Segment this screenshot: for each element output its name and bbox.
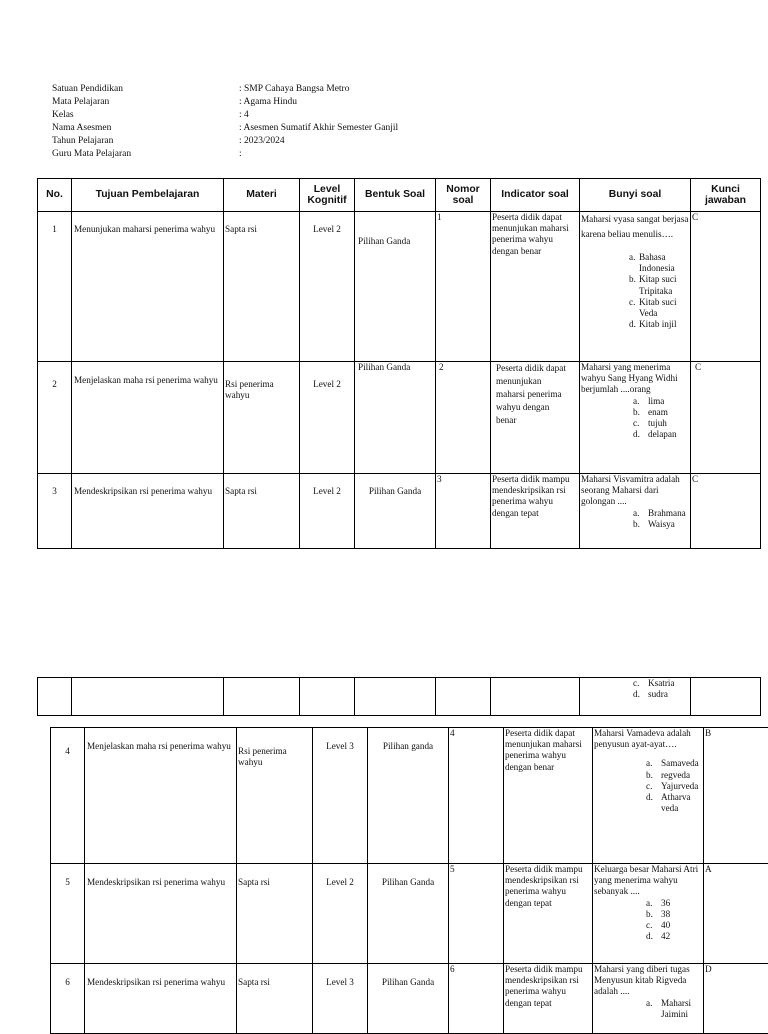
option-letter: b. [629,274,639,296]
row-kunci: C [691,212,761,362]
option-text: 36 [656,898,702,909]
row-soal [580,362,691,474]
col-header-indikator: Indicator soal [491,179,580,212]
row-number: 5 [51,864,85,964]
row-kunci: C [691,474,761,549]
empty-cell [491,678,580,716]
row-kunci: B [704,728,768,864]
info-value: : SMP Cahaya Bangsa Metro [239,83,349,96]
row-soal [580,212,691,362]
option [646,758,702,769]
row-tujuan: Menunjukan maharsi penerima wahyu [72,212,224,362]
option-letter: c. [633,418,643,429]
row-bentuk: Pilihan Ganda [368,864,449,964]
question-text: Keluarga besar Maharsi Atri yang menerima wahyu sebanyak .... [594,864,702,898]
info-row [52,122,398,135]
option-text: sudra [643,689,689,700]
option-letter: a. [633,508,643,519]
table-row [51,964,768,1034]
option [629,297,689,319]
option [629,319,689,330]
option [633,429,689,440]
option-text: 40 [656,920,702,931]
row-kunci: D [704,964,768,1034]
kisi-kisi-table [37,178,761,549]
row-number: 1 [38,212,72,362]
option-text: delapan [643,429,689,440]
option [633,418,689,429]
row-nomor: 1 [436,212,491,362]
row-soal [580,678,691,716]
option-letter: b. [633,519,643,530]
col-header-level: Level Kognitif [300,179,355,212]
header-info [52,83,398,162]
row-materi: Sapta rsi [237,964,313,1034]
row-soal [580,474,691,549]
option-letter: d. [646,792,656,814]
option [646,909,702,920]
option-letter: b. [646,770,656,781]
option [629,252,689,274]
option [646,770,702,781]
option-letter: b. [646,909,656,920]
empty-cell [300,678,355,716]
option-text: Waisya [643,519,689,530]
row-nomor: 6 [449,964,504,1034]
row-number: 3 [38,474,72,549]
info-value: : 2023/2024 [239,135,285,148]
question-text: Maharsi vyasa sangat berjasa karena beliau menulis…. [581,212,689,242]
option-text: Ksatria [643,678,689,689]
row-tujuan: Mendeskripsikan rsi penerima wahyu [72,474,224,549]
option-text: lima [643,396,689,407]
table-header-row [38,179,761,212]
row-bentuk: Pilihan Ganda [355,362,436,474]
info-value: : 4 [239,109,249,122]
option-letter: d. [633,429,643,440]
row-nomor: 4 [449,728,504,864]
row-number: 4 [51,728,85,864]
info-row [52,135,398,148]
row-bentuk: Pilihan Ganda [355,474,436,549]
option [629,274,689,296]
row-nomor: 5 [449,864,504,964]
row-tujuan: Menjelaskan maha rsi penerima wahyu [85,728,237,864]
row-level: Level 3 [313,964,368,1034]
answer-options [594,758,702,814]
table-row [51,864,768,964]
info-row [52,83,398,96]
option-letter: d. [633,689,643,700]
answer-options [581,508,689,530]
info-value: : Asesmen Sumatif Akhir Semester Ganjil [239,122,398,135]
info-value: : Agama Hindu [239,96,297,109]
row-kunci: C [691,362,761,474]
row-indikator: Peserta didik dapat menunjukan maharsi penerima wahyu dengan benar [491,212,580,362]
option-letter: a. [629,252,639,274]
row-soal [593,728,704,864]
option [646,998,702,1020]
option-text: Yajurveda [656,781,702,792]
answer-options [594,998,702,1020]
continuation-table [37,677,761,716]
kisi-kisi-table-2 [50,727,768,1034]
option [633,508,689,519]
option-text: Samaveda [656,758,702,769]
option-letter: b. [633,407,643,418]
row-level: Level 3 [313,728,368,864]
row-indikator: Peserta didik mampu mendeskripsikan rsi penerima wahyu dengan tepat [491,474,580,549]
empty-cell [691,678,761,716]
option-letter: a. [633,396,643,407]
row-level: Level 2 [300,474,355,549]
row-indikator: Peserta didik dapat menunjukan maharsi penerima wahyu dengan benar [491,362,580,474]
option-text: Brahmana [643,508,689,519]
answer-options [581,252,689,330]
option-text: tujuh [643,418,689,429]
row-materi: Sapta rsi [237,864,313,964]
info-row [52,109,398,122]
info-value: : [239,148,242,161]
row-bentuk: Pilihan Ganda [355,212,436,362]
option [633,678,689,689]
option-text: regveda [656,770,702,781]
info-label: Guru Mata Pelajaran [52,148,239,161]
option [646,792,702,814]
row-nomor: 2 [436,362,491,474]
col-header-bentuk: Bentuk Soal [355,179,436,212]
table-row [38,678,761,716]
row-level: Level 2 [300,212,355,362]
option [646,931,702,942]
col-header-tujuan: Tujuan Pembelajaran [72,179,224,212]
col-header-kunci: Kunci jawaban [691,179,761,212]
question-text: Maharsi yang diberi tugas Menyusun kitab Rigveda adalah .... [594,964,702,998]
option-letter: c. [646,920,656,931]
row-materi: Rsi penerima wahyu [224,362,300,474]
table-row [38,362,761,474]
option-text: Kitap suci Tripitaka [639,274,689,296]
row-bentuk: Pilihan ganda [368,728,449,864]
question-text: Maharsi yang menerima wahyu Sang Hyang Widhi berjumlah ....orang [581,362,689,396]
info-label: Mata Pelajaran [52,96,239,109]
row-indikator: Peserta didik mampu mendeskripsikan rsi penerima wahyu dengan tepat [504,964,593,1034]
row-kunci: A [704,864,768,964]
row-tujuan: Mendeskripsikan rsi penerima wahyu [85,864,237,964]
row-number: 2 [38,362,72,474]
option-letter: c. [629,297,639,319]
info-label: Nama Asesmen [52,122,239,135]
option-text: 38 [656,909,702,920]
option [633,519,689,530]
empty-cell [38,678,72,716]
option [646,920,702,931]
empty-cell [436,678,491,716]
row-nomor: 3 [436,474,491,549]
row-tujuan: Mendeskripsikan rsi penerima wahyu [85,964,237,1034]
info-row [52,148,398,161]
option-text: 42 [656,931,702,942]
info-label: Satuan Pendidikan [52,83,239,96]
option-letter: c. [646,781,656,792]
info-row [52,96,398,109]
row-soal [593,864,704,964]
table-row [38,474,761,549]
table-row [38,212,761,362]
option-letter: d. [629,319,639,330]
col-header-soal: Bunyi soal [580,179,691,212]
row-indikator: Peserta didik mampu mendeskripsikan rsi penerima wahyu dengan tepat [504,864,593,964]
row-level: Level 2 [300,362,355,474]
question-text: Maharsi Vamadeva adalah penyusun ayat-ayat…. [594,728,702,750]
option [633,396,689,407]
row-indikator: Peserta didik dapat menunjukan maharsi penerima wahyu dengan benar [504,728,593,864]
empty-cell [355,678,436,716]
row-soal [593,964,704,1034]
option-letter: a. [646,898,656,909]
answer-options [594,898,702,943]
empty-cell [224,678,300,716]
option-text: Maharsi Jaimini [656,998,703,1020]
option-text: Bahasa Indonesia [639,252,689,274]
option [646,781,702,792]
row-materi: Sapta rsi [224,474,300,549]
row-bentuk: Pilihan Ganda [368,964,449,1034]
option [633,407,689,418]
question-text: Maharsi Visvamitra adalah seorang Maharsi dari golongan .... [581,474,689,508]
option-text: enam [643,407,689,418]
col-header-no: No. [38,179,72,212]
col-header-materi: Materi [224,179,300,212]
info-label: Kelas [52,109,239,122]
row-level: Level 2 [313,864,368,964]
option [633,689,689,700]
row-materi: Rsi penerima wahyu [237,728,313,864]
table-row [51,728,768,864]
option-letter: a. [646,758,656,769]
col-header-nomor: Nomor soal [436,179,491,212]
row-number: 6 [51,964,85,1034]
option-text: Kitab suci Veda [639,297,689,319]
empty-cell [72,678,224,716]
option [646,898,702,909]
answer-options [581,396,689,441]
option-text: Kitab injil [639,319,689,330]
option-letter: a. [646,998,656,1020]
row-materi: Sapta rsi [224,212,300,362]
answer-options [581,678,689,700]
row-tujuan: Menjelaskan maha rsi penerima wahyu [72,362,224,474]
option-text: Atharva veda [656,792,705,814]
info-label: Tahun Pelajaran [52,135,239,148]
option-letter: c. [633,678,643,689]
option-letter: d. [646,931,656,942]
